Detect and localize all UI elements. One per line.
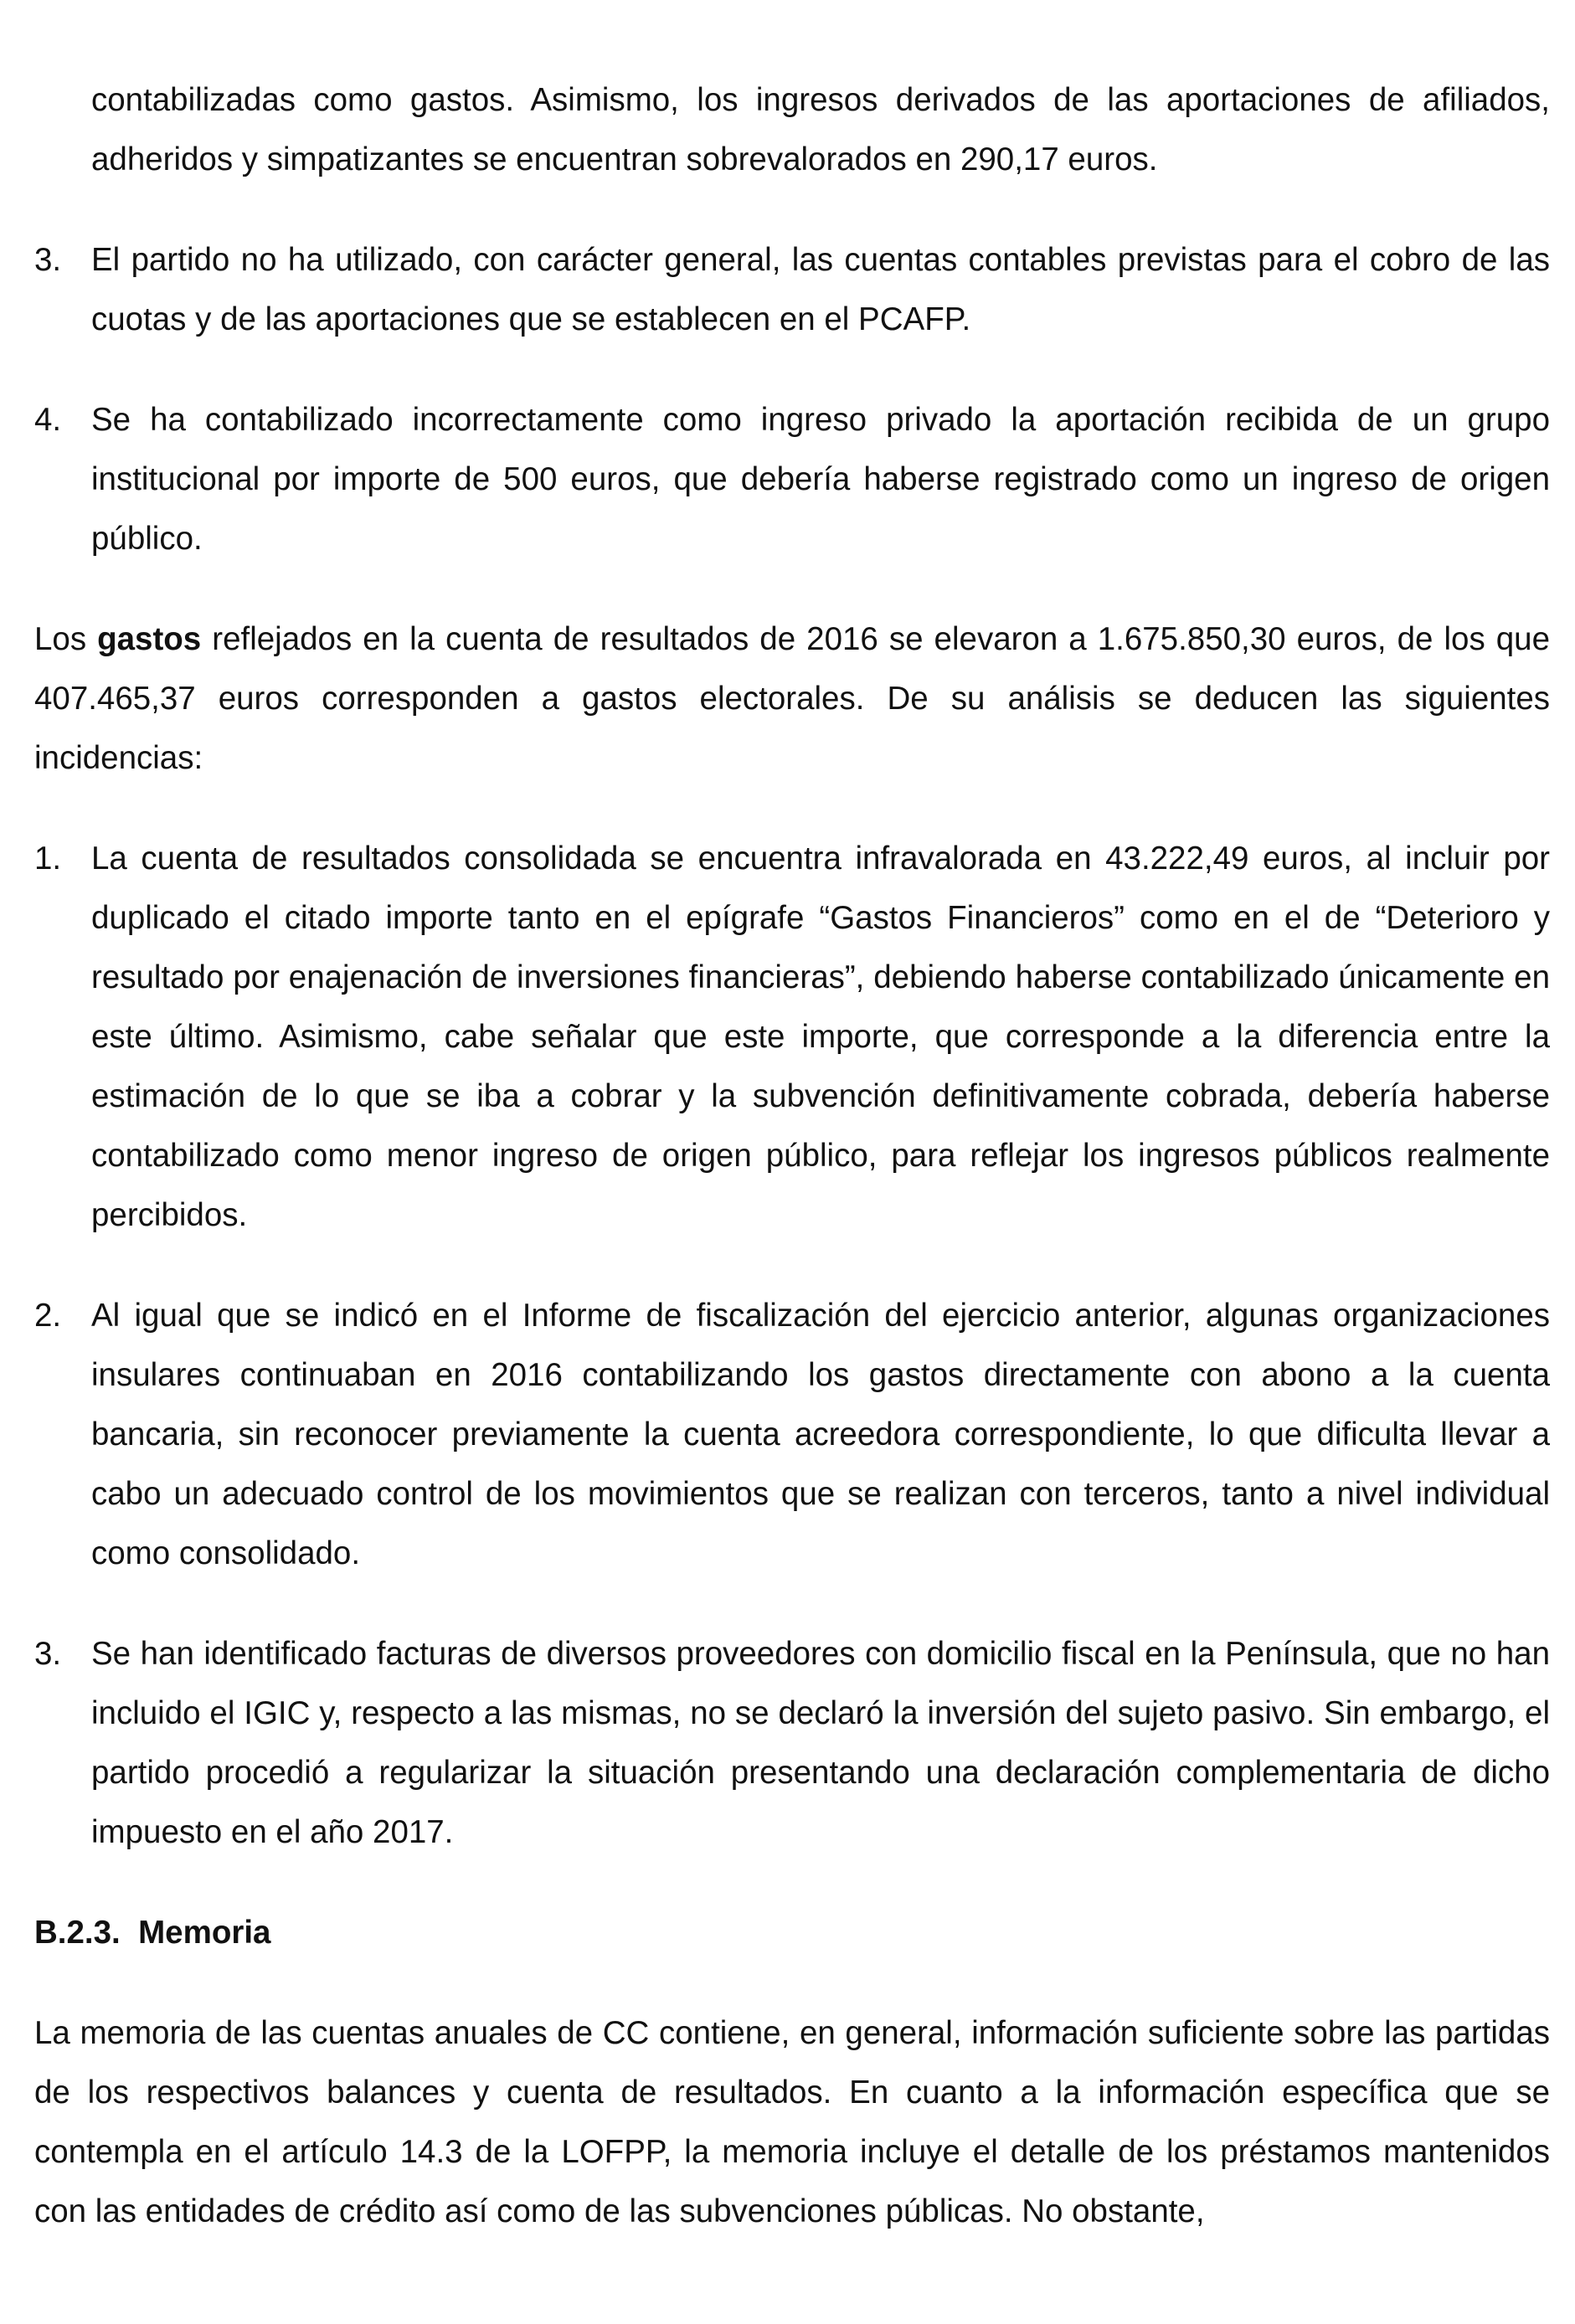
- list-item-gastos-2: [34, 1286, 1550, 1583]
- list-item-ingresos-4: [34, 390, 1550, 568]
- list-item-text: El partido no ha utilizado, con carácter general, las cuentas contables previstas para el cobro de las cuotas y de las aportaciones que se establecen en el PCAFP.: [91, 242, 1550, 337]
- gastos-suffix: reflejados en la cuenta de resultados de 2016 se elevaron a 1.675.850,30 euros, de los que 407.465,37 euros corresponden a gastos electorales. De su análisis se deducen las siguientes incidencias:: [34, 621, 1550, 776]
- list-item-gastos-3: [34, 1624, 1550, 1862]
- list-number: 3.: [34, 1636, 62, 1672]
- list-item-ingresos-3: [34, 230, 1550, 349]
- list-number: 1.: [34, 841, 62, 877]
- list-item-text: Se han identificado facturas de diversos proveedores con domicilio fiscal en la Península, que no han incluido el IGIC y, respecto a las mismas, no se declaró la inversión del sujeto pasivo. Sin embargo, el partido procedió a regularizar la situación presentando una declaración complementaria de dicho impuesto en el año 2017.: [91, 1636, 1550, 1850]
- section-heading: B.2.3. Memoria: [34, 1915, 271, 1951]
- list-number: 3.: [34, 242, 62, 278]
- memoria-paragraph: La memoria de las cuentas anuales de CC contiene, en general, información suficiente sobre las partidas de los respectivos balances y cuenta de resultados. En cuanto a la información específica que se contempla en el artículo 14.3 de la LOFPP, la memoria incluye el detalle de los préstamos mantenidos con las entidades de crédito así como de las subvenciones públicas. No obstante,: [34, 2015, 1550, 2229]
- continuation-paragraph: contabilizadas como gastos. Asimismo, los ingresos derivados de las aportaciones de afiliados, adheridos y simpatizantes se encuentran sobrevalorados en 290,17 euros.: [91, 82, 1550, 177]
- gastos-prefix: Los: [34, 621, 98, 657]
- list-number: 4.: [34, 402, 62, 438]
- list-number: 2.: [34, 1298, 62, 1334]
- gastos-bold-term: gastos: [97, 621, 202, 657]
- list-item-text: Se ha contabilizado incorrectamente como ingreso privado la aportación recibida de un grupo institucional por importe de 500 euros, que debería haberse registrado como un ingreso de origen público.: [91, 402, 1550, 557]
- document-page: [34, 70, 1550, 2241]
- gastos-paragraph: [34, 609, 1550, 788]
- list-item-text: La cuenta de resultados consolidada se encuentra infravalorada en 43.222,49 euros, al incluir por duplicado el citado importe tanto en el epígrafe “Gastos Financieros” como en el de “Deterioro y resultado por enajenación de inversiones financieras”, debiendo haberse contabilizado únicamente en este último. Asimismo, cabe señalar que este importe, que corresponde a la diferencia entre la estimación de lo que se iba a cobrar y la subvención definitivamente cobrada, debería haberse contabilizado como menor ingreso de origen público, para reflejar los ingresos públicos realmente percibidos.: [91, 841, 1550, 1233]
- list-item-gastos-1: [34, 829, 1550, 1245]
- list-item-text: Al igual que se indicó en el Informe de fiscalización del ejercicio anterior, algunas organizaciones insulares continuaban en 2016 contabilizando los gastos directamente con abono a la cuenta bancaria, sin reconocer previamente la cuenta acreedora correspondiente, lo que dificulta llevar a cabo un adecuado control de los movimientos que se realizan con terceros, tanto a nivel individual como consolidado.: [91, 1298, 1550, 1571]
